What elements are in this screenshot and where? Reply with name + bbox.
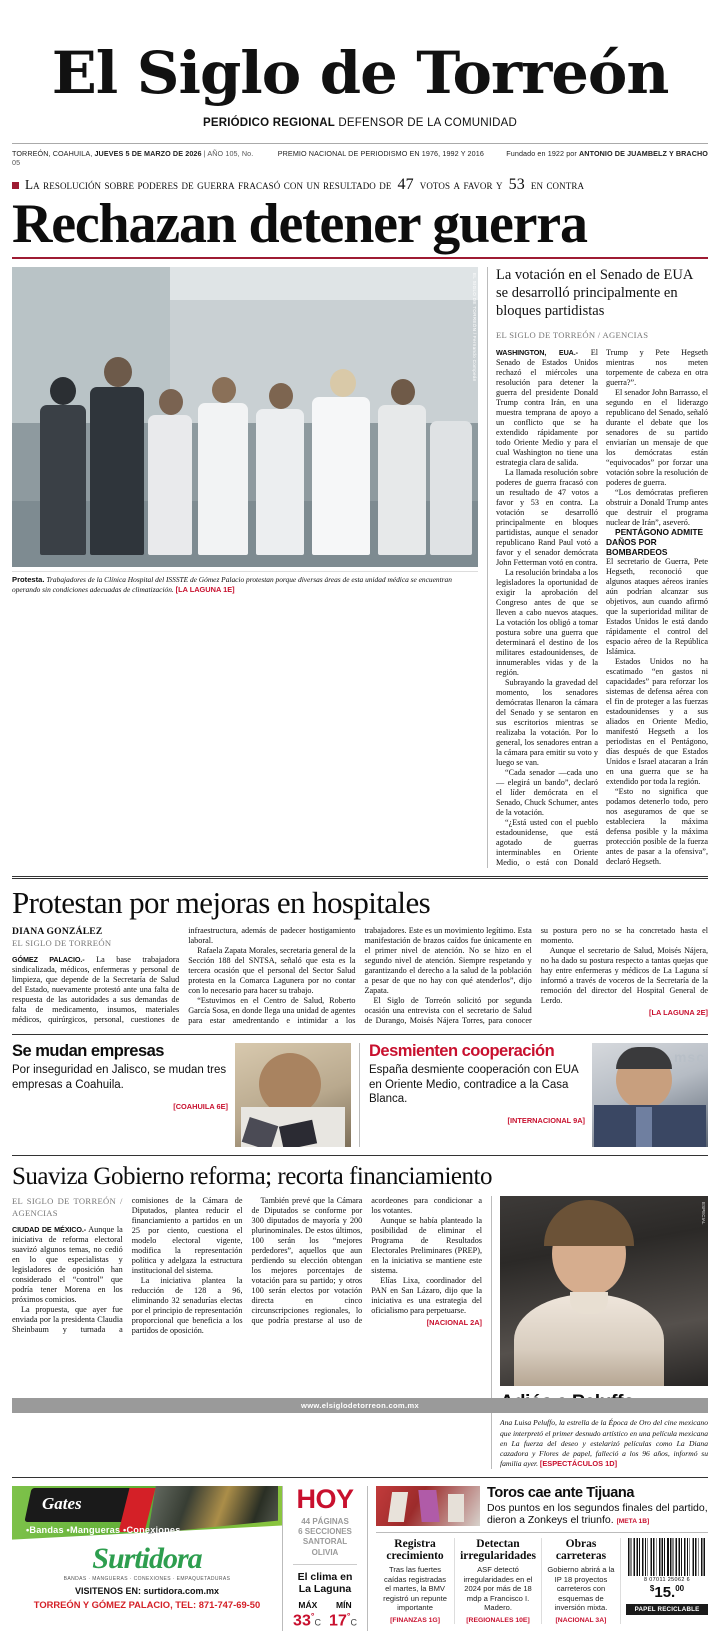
founded-text: [499, 149, 708, 158]
teaser-cooperacion[interactable]: [359, 1043, 708, 1147]
lead-paragraph: La llamada resolución sobre poderes de guerra fracasó con un resultado de 47 votos a favor y 53 en contra. La votación se desarrolló principalmente en bloques partidistas, aunque el senador republicano Rand Paul votó a favor y el senador demócrata John Fetterman votó en contra.: [496, 468, 598, 568]
bottom-right-column: [368, 1486, 708, 1631]
hospitales-paragraph: Rafaela Zapata Morales, secretaria general de la Sección 188 del SNTSA, señaló que esta es la tercera ocasión que el personal del Sector Salud protesta en la Comarca Lagunera por no contar con lo necesario para hacer su trabajo.: [188, 945, 356, 995]
section-divider: [12, 1477, 708, 1478]
peluffo-photo-credit: ESPECIAL: [701, 1202, 706, 1225]
lead-headline[interactable]: Rechazan detener guerra: [12, 193, 587, 256]
photo-figure: [312, 397, 370, 555]
hospitales-source: EL SIGLO DE TORREÓN: [12, 937, 112, 948]
ad-gates-logo: Gates: [42, 1493, 82, 1513]
lead-paragraph: Subrayando la gravedad del momento, los senadores demócratas llenaron la cámara del Senado y se sentaron en sus escritorios mientras se realizaba la votación. Por lo general, los senadores entran a la cámara para emitir su voto y luego se van.: [496, 678, 598, 768]
teaser-empresas[interactable]: [12, 1043, 359, 1147]
peluffo-section-ref[interactable]: [ESPECTÁCULOS 1D]: [539, 1458, 618, 1468]
photo-watermark: msc: [673, 1048, 705, 1065]
reforma-paragraph: Aunque se había planteado la posibilidad de eliminar el Programa de Resultados Electorales Preliminares (PREP), en la iniciativa se mantiene este sistema.: [371, 1216, 482, 1276]
brief-section-ref[interactable]: [FINANZAS 1G]: [390, 1616, 440, 1624]
photo-figure: [148, 415, 192, 555]
photo-hair: [544, 1200, 634, 1246]
teaser-photo: [235, 1043, 351, 1147]
hospitales-byline: DIANA GONZÁLEZ: [12, 925, 103, 937]
ad-phone[interactable]: TORREÓN Y GÓMEZ PALACIO, TEL: 871-747-69-50: [33, 1598, 261, 1610]
photo-figure: [378, 405, 426, 555]
photo-neck: [570, 1292, 608, 1314]
weather-max-label: MÁX: [298, 1600, 318, 1611]
reforma-ref-wrap: [371, 1318, 482, 1328]
barcode-digit-left: 8: [643, 1576, 648, 1583]
reforma-dateline: CIUDAD DE MÉXICO.-: [12, 1224, 87, 1234]
recyclable-badge: PAPEL RECICLABLE: [626, 1604, 708, 1615]
price-integer: 15.: [654, 1583, 676, 1601]
weather-scale: C: [314, 1617, 321, 1628]
lead-photo-column: [12, 267, 478, 868]
price-cents: 00: [675, 1583, 685, 1593]
sport-text: [487, 1486, 708, 1527]
masthead-infobar: [12, 143, 708, 167]
kicker-number-contra: 53: [508, 176, 525, 194]
lead-paragraph: “Cada senador —cada uno— elegirá un bando”, declaró el líder demócrata en el Senado, Chuck Schumer, antes de la votación.: [496, 768, 598, 818]
sport-headline: Toros cae ante Tijuana: [487, 1484, 634, 1501]
kicker-part-1: La resolución sobre poderes de guerra fracasó con un resultado de: [25, 177, 392, 193]
hospitales-paragraph: El Siglo de Torreón solicitó por segunda ocasión una entrevista con el secretario de Salud de Durango, Moisés Nájera Torres, para conocer su postura pero no se ha concretado hasta el momento.: [364, 925, 708, 1025]
today-meta: [289, 1517, 361, 1559]
kicker-number-favor: 47: [397, 176, 414, 194]
lead-source: EL SIGLO DE TORREÓN / AGENCIAS: [496, 330, 649, 341]
hospitales-dateline: GÓMEZ PALACIO.-: [12, 954, 85, 964]
lead-subhead: PENTÁGONO ADMITE DAÑOS POR BOMBARDEOS: [606, 527, 704, 557]
today-santoral: OLIVIA: [311, 1547, 339, 1557]
teaser-ref-wrap: [369, 1110, 585, 1128]
lead-paragraph: [496, 348, 598, 468]
brief-headline: Detectan irregularidades: [460, 1537, 536, 1562]
lead-paragraph: “Esto no significa que podamos detenerlo todo, pero nos aseguramos de que se estableciera la máxima defensa posible y la máxima protección posible de la fuerza antes de pasar a la ofensiva”, declaró Hegseth.: [606, 787, 708, 867]
teaser-section-ref[interactable]: [COAHUILA 6E]: [173, 1101, 228, 1111]
reforma-headline[interactable]: Suaviza Gobierno reforma; recorta financiamiento: [12, 1162, 492, 1190]
peluffo-text: Ana Luisa Peluffo, la estrella de la Época de Oro del cine mexicano que interpretó el primer desnudo artístico en una película mexicana en La fuerza del deseo y estelarizó películas como La Diana cazadora y Flores de papel, falleció a los 96 años, informó su familia ayer.: [500, 1418, 708, 1468]
brief-section-ref[interactable]: [REGIONALES 10E]: [466, 1616, 530, 1624]
barcode-digit-mid: 07011 25062: [649, 1576, 685, 1583]
issue-date: JUEVES 5 DE MARZO DE 2026: [94, 149, 202, 159]
teaser-summary: Por inseguridad en Jalisco, se mudan tres empresas a Coahuila.: [12, 1064, 227, 1091]
photo-player: [388, 1492, 408, 1522]
today-pages: 44 PÁGINAS: [301, 1516, 349, 1526]
barcode-digits: [626, 1577, 708, 1583]
currency-symbol: $: [649, 1583, 655, 1593]
lead-paragraph: “¿Está usted con el pueblo estadounidense, que está agotado de guerras interminables en Oriente Medio, o está con Donald Trump y Pete Hegseth mientras nos meten torpemente de cabeza en otra guerra?”.: [496, 348, 708, 868]
lead-kicker: [12, 176, 708, 194]
weather-values: [289, 1611, 361, 1630]
today-santoral-label: SANTORAL: [302, 1537, 348, 1547]
ad-website[interactable]: VISITENOS EN: surtidora.com.mx: [74, 1585, 220, 1596]
reforma-paragraph: También prevé que la Cámara de Diputados se conforme por 300 diputados de mayoría y 200 plurinominales. De estos últimos, 100 serán los “mejores perdedores”, aquellos que aun perdiendo su elección obtengan los mejores porcentajes de votación para su partido; y otros 100 serán electos por votación directa en cinco circunscripciones regionales, lo que podría prestarse al uso de acordeones para condicionar a los votantes.: [251, 1196, 482, 1326]
place: TORREÓN, COAHUILA,: [12, 149, 95, 159]
price: [626, 1584, 708, 1601]
teaser-kicker: Desmienten cooperación: [369, 1041, 555, 1060]
teaser-photo: [592, 1043, 708, 1147]
teaser-text: [369, 1043, 585, 1147]
weather-title-line1: El clima en: [297, 1571, 353, 1584]
lead-paragraph: El secretario de Guerra, Pete Hegseth, reconoció que algunos ataques aéreos iraníes aún podrían alcanzar sus objetivos, aun cuando afirmó que la superioridad militar de Estados Unidos le está dando rápidamente el control del espacio aéreo de la República Islámica.: [606, 557, 708, 657]
today-sections: 6 SECCIONES: [298, 1526, 352, 1536]
square-bullet-icon: [12, 182, 19, 189]
lead-paragraph: La resolución brindaba a los legisladores la oportunidad de exigir la aprobación del Congreso antes de que se lleven a cabo nuevos ataques. La votación los obligó a tomar postura sobre una guerra que determinará el destino de los militares estadounidenses, de innumerables vidas y de la región.: [496, 568, 598, 678]
section-divider: [12, 1155, 708, 1156]
newspaper-title: El Siglo de Torreón: [51, 39, 669, 107]
ad-brand-name: Surtidora: [92, 1541, 202, 1575]
barcode-cell: [620, 1538, 708, 1624]
headline-rule: [12, 257, 708, 259]
photo-hair: [616, 1047, 672, 1069]
lead-paragraph: El senador John Barrasso, el segundo en el liderazgo republicano del Senado, señaló durante el debate que los senadores de su partido enviarían un mensaje de que los demócratas están “equivocados” por forzar una votación sobre la resolución de poderes de guerra.: [606, 388, 708, 488]
degree-icon: °: [310, 1611, 315, 1622]
weather-min-label: MÍN: [336, 1600, 352, 1611]
today-label: HOY: [296, 1483, 354, 1514]
reforma-paragraph: Elías Lixa, coordinador del PAN en San Lázaro, dijo que la iniciativa es una estrategia del oficialismo para perpetuarse.: [371, 1276, 482, 1316]
brief-item[interactable]: [376, 1538, 454, 1624]
reforma-paragraph: [12, 1225, 123, 1305]
founded-prefix: Fundado en 1922 por: [506, 149, 579, 159]
barcode-digit-right: 6: [686, 1576, 691, 1583]
lead-photo: [12, 267, 478, 567]
weather-labels: [289, 1600, 361, 1610]
tagline-rest: DEFENSOR DE LA COMUNIDAD: [335, 117, 518, 130]
hospitales-headline[interactable]: Protestan por mejoras en hospitales: [12, 885, 431, 921]
brief-section-ref[interactable]: [NACIONAL 3A]: [555, 1616, 607, 1624]
briefs-row: [376, 1532, 708, 1624]
photo-player: [418, 1490, 439, 1522]
brief-summary: Gobierno abrirá a la IP 18 proyectos carreteros con esquemas de inversión mixta.: [547, 1565, 615, 1613]
reforma-paragraph-text: Aunque la iniciativa de reforma electoral suavizó algunos temas, no cedió en lo que especialistas y legisladores de oposición han considerado el “control” que podría tener Morena en los próximos comicios.: [12, 1224, 123, 1304]
photo-figure: [198, 403, 248, 555]
photo-figure-head: [330, 369, 356, 397]
hospitales-section-ref[interactable]: [LA LAGUNA 2E]: [649, 1007, 708, 1017]
photo-figure: [90, 387, 144, 555]
weather-min-value: 17: [329, 1612, 347, 1630]
masthead-tagline: [12, 117, 708, 129]
brief-item[interactable]: [541, 1538, 620, 1624]
hospitales-ref-wrap: [541, 1008, 708, 1018]
sport-photo: [376, 1486, 480, 1526]
sport-teaser[interactable]: [376, 1486, 708, 1527]
peluffo-column: [491, 1196, 708, 1468]
caption-section-ref[interactable]: [LA LAGUNA 1E]: [175, 585, 235, 595]
kicker-part-3: en contra: [530, 177, 585, 193]
brief-item[interactable]: [454, 1538, 541, 1624]
kicker-part-2: votos a favor y: [419, 177, 503, 193]
issue-place-date: [12, 149, 263, 167]
today-divider: [293, 1564, 357, 1565]
ad-bullets: •Bandas •Mangueras •Conexiones: [26, 1524, 181, 1535]
lower-block: [12, 1196, 708, 1468]
brief-summary: Tras las fuertes caídas registradas el martes, la BMV registró un repunte importante: [383, 1565, 447, 1613]
lead-body: [496, 348, 708, 868]
hospitales-paragraph: “Estuvimos en el Centro de Salud, Roberto García Sosa, en donde llega una unidad de agentes para estar amedrentando e intimidar a los trabajadores. Este es un movimiento legítimo. Esta manifestación de brazos caídos fue únicamente en el primer nivel de atención. No se hizo en el segundo nivel de atención. Siempre respetando y garantizando el derecho a la salud de la población a pesar de que no hay con qué atenderlos”, dijo Zapata.: [188, 925, 532, 1025]
teaser-section-ref[interactable]: [INTERNACIONAL 9A]: [507, 1115, 585, 1125]
photo-figure: [40, 405, 86, 555]
reforma-paragraph: La propuesta, que ayer fue enviada por la presidenta Claudia Sheinbaum y turnada a comisiones de la Cámara de Diputados, plantea reducir el financiamiento a partidos en un 25 por ciento, cuestiona el modelo electoral vigente, modifica la representación política y adelgaza la estructura institucional del sistema.: [12, 1196, 243, 1334]
reforma-source: EL SIGLO DE TORREÓN / AGENCIAS: [12, 1196, 123, 1218]
reforma-section-ref[interactable]: [NACIONAL 2A]: [426, 1318, 482, 1328]
sport-summary: [487, 1502, 708, 1527]
lead-photo-caption: [12, 571, 478, 595]
lead-paragraph: Estados Unidos no ha escatimado “en gastos ni capacidades” para reforzar los sistemas de defensa aérea con el fin de proteger a las fuerzas estadounidenses y a sus aliados en Oriente Medio, manifestó Hegseth a los periodistas en el Pentágono, días después de que Estados Unidos e Israel atacaran a Irán en una guerra que se ha extendido por toda la región.: [606, 657, 708, 787]
lead-deck: La votación en el Senado de EUA se desarrolló principalmente en bloques partidistas: [496, 267, 693, 319]
brief-headline: Obras carreteras: [555, 1537, 607, 1562]
bottom-strip: [12, 1483, 708, 1631]
lead-paragraph: “Los demócratas prefieren obstruir a Donald Trump antes que destruir el programa nuclear de Irán”, aseveró.: [606, 488, 708, 528]
teaser-kicker: Se mudan empresas: [12, 1041, 164, 1060]
lead-paragraph-text: El Senado de Estados Unidos rechazó el miércoles una resolución para detener la guerra del presidente Donald Trump contra Irán, en una muestra temprana de apoyo a un conflicto que se ha extendido rápidamente por todo Oriente Medio y para el cual Washington no tiene una estrategia clara de salida.: [496, 348, 598, 468]
hospitales-body: [12, 926, 708, 1026]
teaser-ref-wrap: [12, 1096, 228, 1114]
award-text: PREMIO NACIONAL DE PERIODISMO EN 1976, 1992 Y 2016: [277, 149, 484, 159]
caption-text: Trabajadores de la Clínica Hospital del ISSSTE de Gómez Palacio protestan porque diversas áreas de esta unidad médica se encuentran operando sin condiciones adecuadas de climatización.: [12, 575, 452, 595]
photo-tie: [636, 1107, 652, 1147]
peluffo-photo: [500, 1196, 708, 1386]
caption-lead-word: Protesta.: [12, 575, 45, 585]
weather-scale: C: [350, 1617, 357, 1628]
photo-figure: [256, 409, 304, 555]
sport-section-ref[interactable]: [META 1B]: [616, 1518, 650, 1526]
lead-block: [12, 267, 708, 868]
photo-figure: [430, 421, 472, 555]
brief-summary: ASF detectó irregularidades en el 2024 por más de 18 mdp a Francisco I. Madero.: [463, 1565, 533, 1613]
lead-dateline: WASHINGTON, EUA.-: [496, 348, 578, 358]
section-divider: [12, 876, 708, 879]
masthead: [12, 0, 708, 129]
today-box: [282, 1483, 368, 1631]
advertisement-surtidora[interactable]: [12, 1486, 282, 1618]
barcode-icon: [628, 1538, 706, 1576]
photo-figure-head: [50, 377, 76, 405]
reforma-column: [12, 1196, 482, 1468]
lead-text-column: [487, 267, 708, 868]
photo-face: [259, 1053, 321, 1115]
ad-subline: BANDAS · MANGUERAS · CONEXIONES · EMPAQUETADURAS: [63, 1575, 231, 1582]
hospitales-paragraph-text: La base trabajadora sindicalizada, médicos, enfermeras y personal de limpieza, que depende de la Secretaría de Salud del Estado, nuevamente protestó ante una falta de respuesta de las autoridades a sus demandas de falta de medicamento, insumos, materiales médicos, quirúrgicos, personal, cuestiones de infraestructura, además de padecer hostigamiento laboral.: [12, 925, 356, 1024]
degree-icon: °: [346, 1611, 351, 1622]
weather-max-value: 33: [293, 1612, 311, 1630]
teaser-text: [12, 1043, 228, 1147]
weather-max-value-wrap: [293, 1611, 321, 1630]
sport-summary-text: Dos puntos en los segundos finales del partido, dieron a Zonkeys el triunfo.: [487, 1502, 708, 1527]
reforma-body: [12, 1196, 482, 1336]
teaser-row: [12, 1043, 708, 1147]
photo-player: [448, 1494, 464, 1522]
peluffo-body: [500, 1418, 708, 1468]
weather-min-value-wrap: [329, 1611, 357, 1630]
hospitales-paragraph: Aunque el secretario de Salud, Moisés Nájera, no ha dado su postura respecto a tantas quejas que hay entre enfermeras y médicos de La Laguna sí informó a través de voceros de la Secretaría de la remoción del director del Hospital General de Lerdo.: [540, 945, 708, 1005]
brief-headline: Registra crecimiento: [386, 1537, 444, 1562]
photo-figure-head: [104, 357, 132, 387]
weather-title-line2: La Laguna: [298, 1583, 352, 1596]
issue-number: | AÑO 105, No. 05: [12, 149, 254, 168]
section-divider: [12, 1034, 708, 1035]
tagline-bold: PERIÓDICO REGIONAL: [202, 117, 336, 130]
footer-website[interactable]: www.elsiglodetorreon.com.mx: [12, 1398, 708, 1413]
photo-credit: EL SIGLO DE TORREÓN / Fernando Compeán: [472, 273, 477, 382]
founder-name: ANTONIO DE JUAMBELZ Y BRACHO: [579, 149, 708, 159]
teaser-summary: España desmiente cooperación con EUA en Oriente Medio, contradice a la Casa Blanca.: [369, 1064, 579, 1105]
weather-title: [289, 1571, 361, 1595]
reforma-paragraph: La iniciativa plantea la reducción de 128 a 96, eliminando 32 senadurías electas por el principio de representación proporcional que beneficia a los partidos de oposición.: [131, 1276, 243, 1336]
